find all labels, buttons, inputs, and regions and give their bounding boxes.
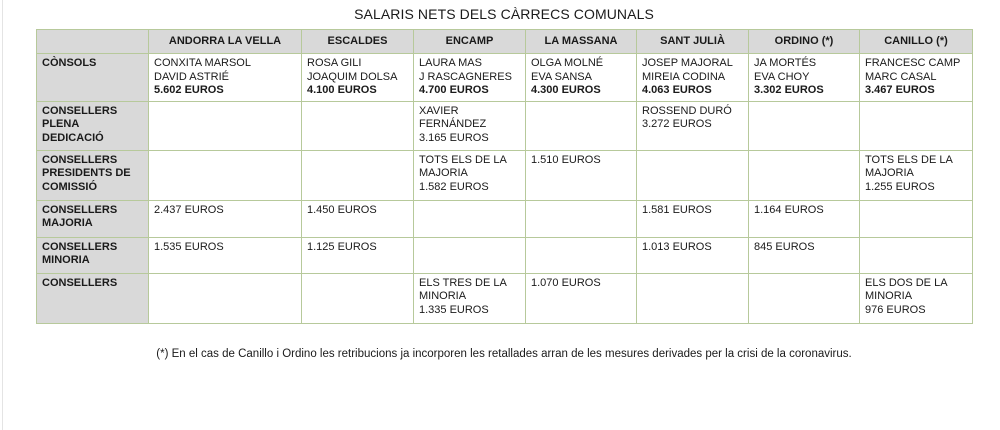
cell-text: MINORIA: [865, 290, 913, 302]
table-cell: [526, 150, 637, 200]
cell-text: 4.063 EUROS: [642, 84, 712, 96]
cell-text: LAURA MAS: [419, 57, 482, 69]
table-cell: [860, 200, 973, 237]
cell-text: FRANCESC CAMP: [865, 57, 961, 69]
cell-text: 5.602 EUROS: [154, 84, 224, 96]
cell-text: JA MORTÉS: [754, 57, 817, 69]
cell-text: 1.581 EUROS: [642, 203, 712, 216]
table-cell: [749, 273, 860, 323]
cell-text: 1.335 EUROS: [419, 303, 489, 316]
table-cell: [414, 54, 526, 102]
table-cell: [749, 200, 860, 237]
table-header-row: [37, 30, 973, 54]
table-cell: [302, 150, 414, 200]
row-header: CONSELLERS PLENA DEDICACIÓ: [37, 101, 149, 150]
table-cell: [302, 273, 414, 323]
cell-text: 4.100 EUROS: [307, 84, 377, 96]
cell-text: 1.164 EUROS: [754, 203, 824, 216]
table-cell: [302, 101, 414, 150]
cell-text: 1.450 EUROS: [307, 203, 377, 216]
table-row: [37, 54, 973, 102]
column-header: ENCAMP: [414, 30, 526, 54]
cell-text: 4.300 EUROS: [531, 84, 601, 96]
cell-text: 1.582 EUROS: [419, 180, 489, 193]
table-cell: [637, 273, 749, 323]
cell-text: ELS TRES DE LA: [419, 276, 507, 289]
cell-text: EVA SANSA: [531, 70, 592, 83]
table-cell: [149, 273, 302, 323]
table-cell: [637, 150, 749, 200]
left-border-line: [2, 0, 3, 430]
table-row: [37, 200, 973, 237]
table-row: [37, 150, 973, 200]
table-cell: [860, 101, 973, 150]
cell-text: MAJORIA: [419, 167, 468, 179]
column-header: [37, 30, 149, 54]
column-header: SANT JULIÀ: [637, 30, 749, 54]
table-cell: [149, 200, 302, 237]
cell-text: ELS DOS DE LA: [865, 276, 948, 289]
cell-text: 3.272 EUROS: [642, 118, 712, 130]
table-cell: [414, 273, 526, 323]
table-cell: [860, 237, 973, 273]
table-cell: [302, 54, 414, 102]
table-cell: [149, 101, 302, 150]
table-cell: [860, 54, 973, 102]
table-cell: [414, 101, 526, 150]
cell-text: 1.125 EUROS: [307, 240, 377, 253]
cell-text: MAJORIA: [865, 167, 914, 179]
cell-text: ROSA GILI: [307, 57, 362, 69]
cell-text: CONXITA MARSOL: [154, 57, 251, 69]
table-row: [37, 273, 973, 323]
cell-text: FERNÁNDEZ: [419, 118, 487, 130]
cell-text: 1.013 EUROS: [642, 240, 712, 253]
table-cell: [526, 237, 637, 273]
table-cell: [637, 101, 749, 150]
cell-text: DAVID ASTRIÉ: [154, 70, 229, 83]
table-row: [37, 101, 973, 150]
cell-text: XAVIER: [419, 104, 459, 117]
cell-text: 2.437 EUROS: [154, 203, 224, 216]
table-cell: [149, 54, 302, 102]
table-cell: [414, 150, 526, 200]
cell-text: 976 EUROS: [865, 303, 926, 316]
cell-text: TOTS ELS DE LA: [865, 153, 953, 166]
cell-text: JOAQUIM DOLSA: [307, 70, 398, 83]
column-header: ESCALDES: [302, 30, 414, 54]
cell-text: J RASCAGNERES: [419, 70, 512, 83]
row-header: CÒNSOLS: [37, 54, 149, 102]
salaries-table: [36, 29, 973, 324]
table-cell: [526, 54, 637, 102]
table-cell: [749, 54, 860, 102]
table-cell: [414, 200, 526, 237]
table-cell: [149, 150, 302, 200]
cell-text: 845 EUROS: [754, 240, 815, 253]
cell-text: 1.535 EUROS: [154, 240, 224, 253]
row-header: CONSELLERS MINORIA: [37, 237, 149, 273]
table-cell: [637, 237, 749, 273]
page-title: SALARIS NETS DELS CÀRRECS COMUNALS: [354, 6, 654, 22]
footnote: (*) En el cas de Canillo i Ordino les retribucions ja incorporen les retallades arran de les mesures derivades per la crisi de la coronavirus.: [156, 348, 852, 360]
column-header: LA MASSANA: [526, 30, 637, 54]
cell-text: MIREIA CODINA: [642, 70, 726, 83]
column-header: ANDORRA LA VELLA: [149, 30, 302, 54]
table-cell: [637, 54, 749, 102]
table-cell: [526, 101, 637, 150]
table-cell: [860, 150, 973, 200]
column-header: ORDINO (*): [749, 30, 860, 54]
table-cell: [526, 273, 637, 323]
cell-text: 3.165 EUROS: [419, 131, 489, 144]
cell-text: OLGA MOLNÉ: [531, 57, 604, 69]
table-cell: [149, 237, 302, 273]
cell-text: 3.467 EUROS: [865, 84, 935, 96]
row-header: CONSELLERS: [37, 273, 149, 323]
cell-text: 1.255 EUROS: [865, 180, 935, 193]
table-cell: [749, 237, 860, 273]
cell-text: 1.070 EUROS: [531, 276, 601, 289]
cell-text: EVA CHOY: [754, 70, 810, 83]
row-header: CONSELLERS PRESIDENTS DE COMISSIÓ: [37, 150, 149, 200]
cell-text: JOSEP MAJORAL: [642, 57, 733, 69]
column-header: CANILLO (*): [860, 30, 973, 54]
table-cell: [860, 273, 973, 323]
table-row: [37, 237, 973, 273]
table-cell: [302, 200, 414, 237]
cell-text: TOTS ELS DE LA: [419, 153, 507, 166]
cell-text: 4.700 EUROS: [419, 84, 489, 96]
table-cell: [414, 237, 526, 273]
cell-text: MINORIA: [419, 290, 467, 302]
cell-text: 3.302 EUROS: [754, 84, 824, 96]
row-header: CONSELLERS MAJORIA: [37, 200, 149, 237]
cell-text: MARC CASAL: [865, 70, 937, 83]
table-cell: [302, 237, 414, 273]
cell-text: 1.510 EUROS: [531, 153, 601, 166]
cell-text: ROSSEND DURÓ: [642, 104, 732, 117]
table-cell: [526, 200, 637, 237]
table-cell: [749, 150, 860, 200]
table-cell: [637, 200, 749, 237]
table-body: [37, 54, 973, 324]
table-cell: [749, 101, 860, 150]
